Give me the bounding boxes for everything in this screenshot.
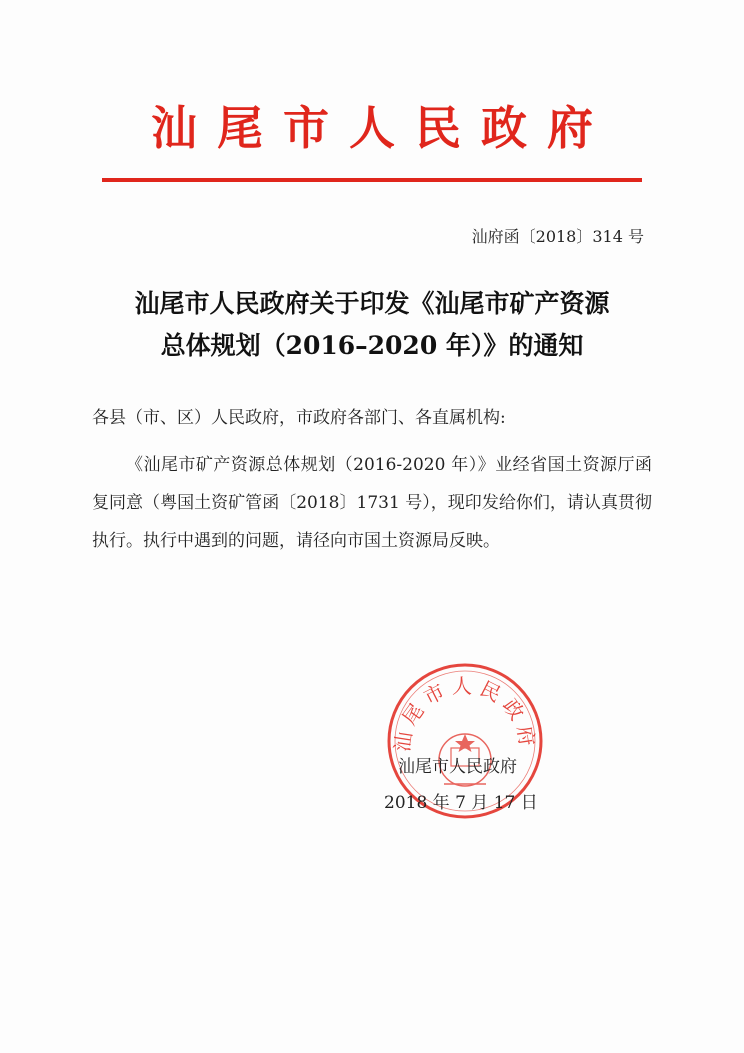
signature-date: 2018 年 7 月 17 日 [384, 793, 538, 813]
document-title [0, 283, 744, 367]
signatory-name: 汕尾市人民政府 [398, 757, 517, 777]
document-title-line-2: 总体规划（2016–2020 年）》的通知 [160, 331, 584, 360]
red-divider-rule [102, 178, 642, 182]
issuer-header: 汕尾市人民政府 [151, 101, 613, 155]
document-number: 汕府函〔2018〕314 号 [471, 227, 644, 246]
seal-lettering: 汕尾市人民政府 [389, 674, 541, 754]
salutation: 各县（市、区）人民政府，市政府各部门、各直属机构: [92, 408, 506, 428]
body-paragraph: 《汕尾市矿产资源总体规划（2016-2020 年）》业经省国土资源厅函复同意（粤国土资矿管函〔2018〕1731 号），现印发给你们，请认真贯彻执行。执行中遇到的问题，请径向市国土资源局反映。 [92, 455, 652, 551]
document-title-line-1: 汕尾市人民政府关于印发《汕尾市矿产资源 [134, 289, 610, 318]
